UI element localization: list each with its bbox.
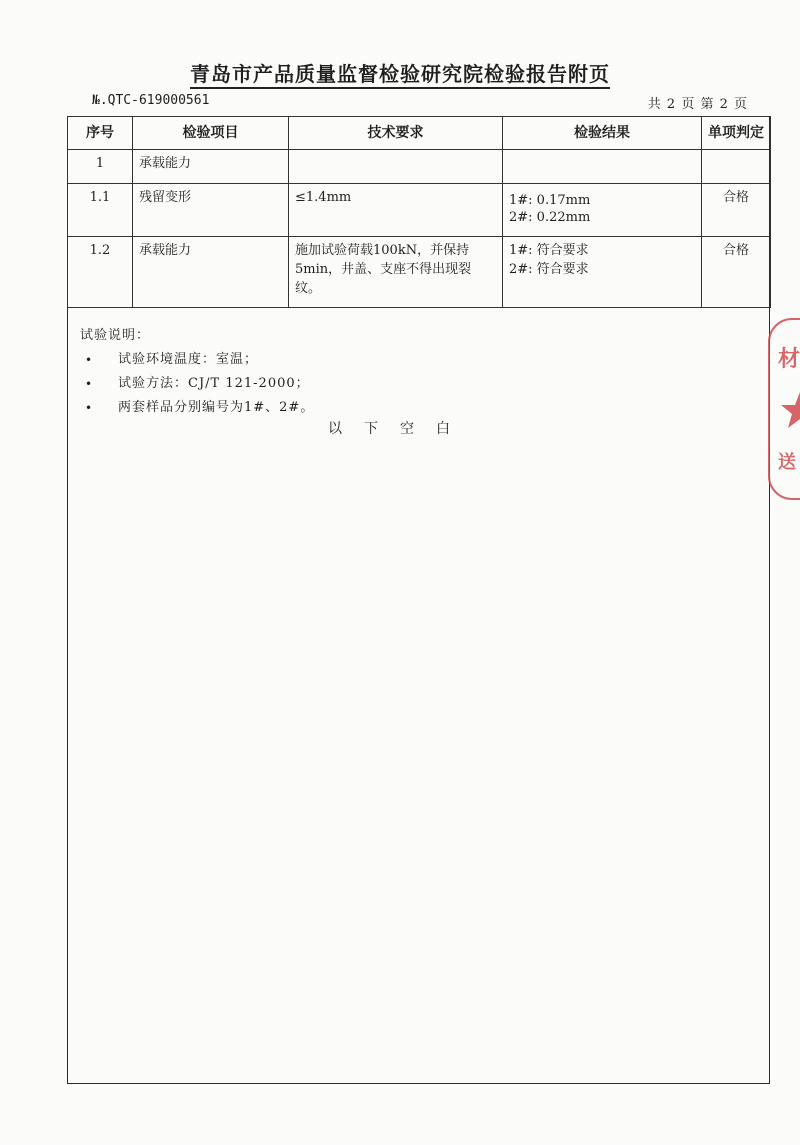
table-row (68, 150, 771, 184)
report-title: 青岛市产品质量监督检验研究院检验报告附页 (0, 58, 800, 87)
cell-item: 残留变形 (133, 184, 289, 237)
notes-title: 试验说明： (80, 328, 151, 343)
col-header-requirement: 技术要求 (289, 117, 503, 150)
col-header-item: 检验项目 (133, 117, 289, 150)
cell-no: 1.2 (68, 237, 133, 308)
table-header-row (68, 117, 771, 150)
test-notes (80, 324, 314, 420)
cell-no: 1.1 (68, 184, 133, 237)
list-item: • 试验方法：CJ/T 121-2000； (80, 372, 314, 396)
report-number: №.QTC-619000561 (92, 93, 210, 108)
page-info: 共 2 页 第 2 页 (647, 97, 748, 112)
table-row (68, 237, 771, 308)
list-item: • 两套样品分别编号为1#、2#。 (80, 396, 314, 420)
result-line: 2#: 符合要求 (509, 262, 589, 277)
cell-verdict (702, 150, 771, 184)
cell-item: 承载能力 (133, 237, 289, 308)
cell-requirement (289, 150, 503, 184)
cell-result (503, 184, 702, 237)
seal-char: 材 (778, 346, 800, 372)
cell-requirement: ≤1.4mm (289, 184, 503, 237)
col-header-verdict: 单项判定 (702, 117, 771, 150)
list-item: • 试验环境温度：室温； (80, 348, 314, 372)
result-line: 1#: 0.17mm (509, 193, 591, 208)
seal-char: 送 (778, 452, 796, 473)
result-line: 2#: 0.22mm (509, 210, 591, 225)
seal-star-icon (780, 390, 800, 430)
result-line: 1#: 符合要求 (509, 243, 589, 258)
col-header-result: 检验结果 (503, 117, 702, 150)
cell-result (503, 237, 702, 308)
col-header-no: 序号 (68, 117, 133, 150)
notes-list (80, 348, 314, 420)
cell-item: 承载能力 (133, 150, 289, 184)
cell-no: 1 (68, 150, 133, 184)
cell-result (503, 150, 702, 184)
cell-verdict: 合格 (702, 184, 771, 237)
table-row (68, 184, 771, 237)
blank-below-mark: 以下空白 (328, 421, 472, 437)
inspection-table (67, 116, 771, 308)
cell-requirement: 施加试验荷载100kN，并保持5min，井盖、支座不得出现裂纹。 (289, 237, 503, 308)
cell-verdict: 合格 (702, 237, 771, 308)
red-seal-stamp (768, 318, 800, 500)
